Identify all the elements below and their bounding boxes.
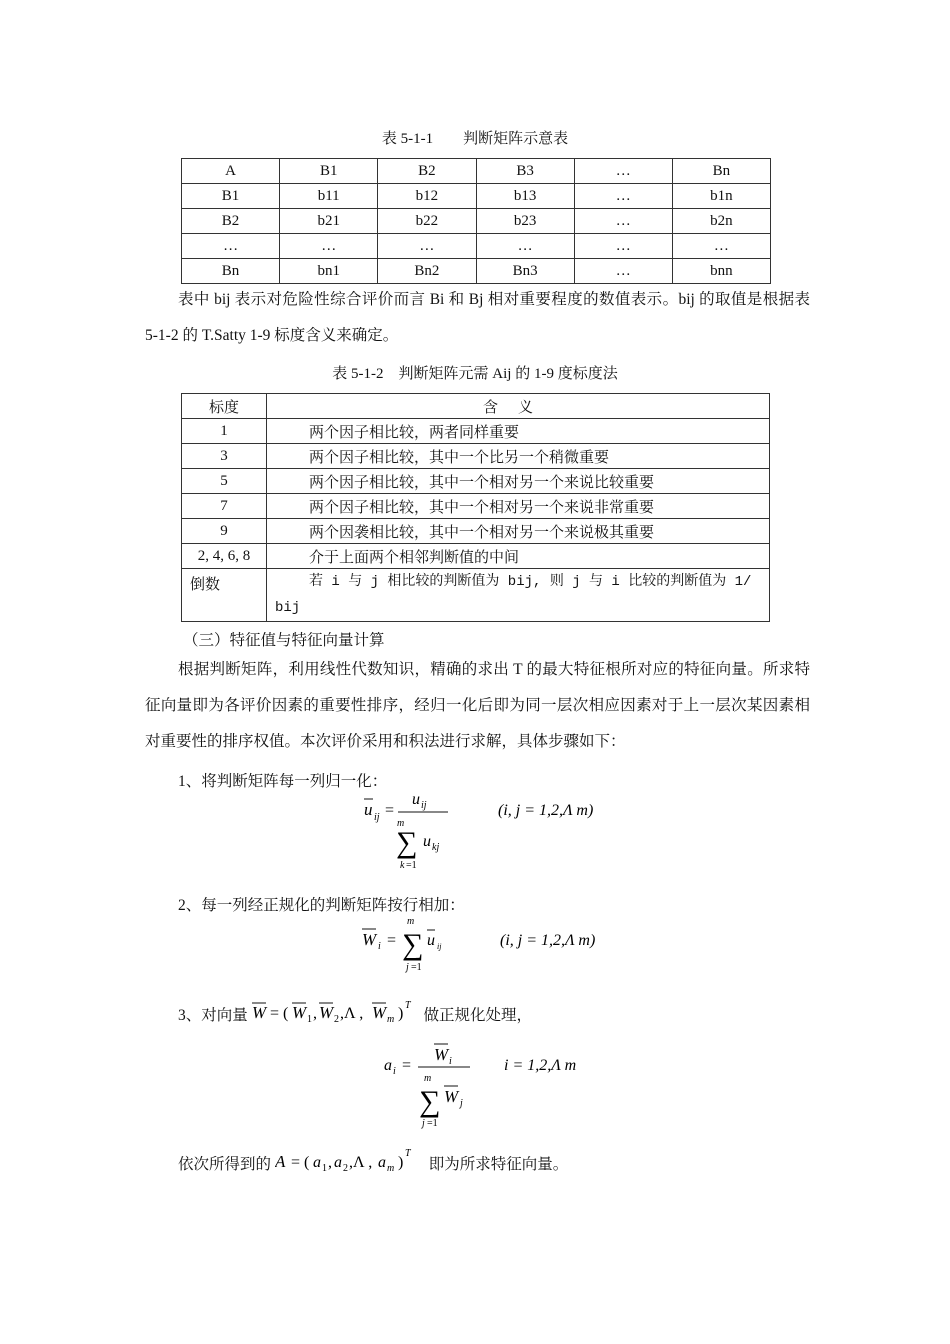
scale-meaning <box>267 569 770 622</box>
final-text <box>178 1147 568 1175</box>
table-cell: B3 <box>476 159 574 184</box>
svg-text:,: , <box>327 1154 332 1171</box>
table-row <box>182 234 771 259</box>
table-header-scale: 标度 <box>182 394 267 419</box>
table-cell: b13 <box>476 184 574 209</box>
svg-text:W: W <box>434 1045 449 1064</box>
table-cell: … <box>182 234 280 259</box>
svg-text:j: j <box>406 962 409 973</box>
svg-text:=1: =1 <box>427 1118 438 1129</box>
table2-caption: 表 5-1-2 判断矩阵元需 Aij 的 1-9 度标度法 <box>332 366 618 382</box>
svg-text:a: a <box>377 1154 386 1171</box>
table-cell: b1n <box>672 184 770 209</box>
svg-text:=: = <box>402 1057 412 1074</box>
svg-text:W: W <box>371 1003 386 1022</box>
table-cell: … <box>378 234 476 259</box>
table-row <box>182 209 771 234</box>
vector-a-formula <box>275 1147 425 1175</box>
svg-text:m: m <box>386 1163 395 1174</box>
final-suffix: 即为所求特征向量。 <box>428 1156 569 1173</box>
svg-text:2: 2 <box>342 1163 348 1174</box>
table-row <box>182 569 770 622</box>
table-row <box>182 544 770 569</box>
table-cell: … <box>574 259 672 284</box>
table-cell: Bn <box>672 159 770 184</box>
svg-text:ij: ij <box>437 942 442 951</box>
svg-text:u: u <box>364 800 373 819</box>
table-cell: bn1 <box>280 259 378 284</box>
formula3-condition: i = 1,2,Λ m <box>504 1057 577 1074</box>
svg-text:k: k <box>400 860 405 871</box>
table-cell: b11 <box>280 184 378 209</box>
svg-text:T: T <box>404 1148 411 1159</box>
step1-text: 1、将判断矩阵每一列归一化： <box>178 773 388 790</box>
svg-text:1: 1 <box>306 1014 312 1025</box>
paragraph-bij-description: 表中 bij 表示对危险性综合评价而言 Bi 和 Bj 相对重要程度的数值表示。bij 的取值是根据表 5-1-2 的 T.Satty 1-9 标度含义来确定。 <box>145 291 810 344</box>
svg-text:T: T <box>404 1000 411 1011</box>
table-row <box>182 494 770 519</box>
table-cell: … <box>574 159 672 184</box>
table-cell: … <box>280 234 378 259</box>
svg-text:2: 2 <box>333 1014 339 1025</box>
table-cell: … <box>672 234 770 259</box>
table-cell: … <box>574 209 672 234</box>
svg-text:ij: ij <box>421 800 427 811</box>
table-cell: b21 <box>280 209 378 234</box>
scale-meaning: 两个因子相比较，其中一个相对另一个来说比较重要 <box>267 469 770 494</box>
svg-text:=: = <box>387 932 397 949</box>
svg-text:u: u <box>423 833 431 850</box>
formula-row-sum <box>360 912 620 977</box>
scale-value: 7 <box>182 494 267 519</box>
svg-text:a: a <box>312 1154 321 1171</box>
step3-prefix: 3、对向量 <box>178 1007 248 1024</box>
svg-text:=: = <box>385 802 395 819</box>
svg-text:a: a <box>333 1154 342 1171</box>
vector-w-formula <box>252 1000 420 1026</box>
svg-text:a: a <box>384 1057 392 1074</box>
scale-meaning: 两个因子相比较，两者同样重要 <box>267 419 770 444</box>
svg-text:): ) <box>397 1154 404 1171</box>
svg-text:u: u <box>412 791 420 808</box>
scale-table <box>181 393 770 622</box>
section-title: （三）特征值与特征向量计算 <box>183 632 385 649</box>
svg-text:): ) <box>397 1005 403 1022</box>
table-cell: B1 <box>182 184 280 209</box>
scale-value: 倒数 <box>182 569 267 622</box>
svg-text:i: i <box>378 941 381 952</box>
step3-suffix: 做正规化处理， <box>423 1007 533 1024</box>
table-cell: b22 <box>378 209 476 234</box>
table1-caption: 表 5-1-1 判断矩阵示意表 <box>381 131 569 147</box>
table-cell: B2 <box>182 209 280 234</box>
reciprocal-line-2: bij <box>275 600 301 616</box>
svg-text:1: 1 <box>321 1163 327 1174</box>
table-row <box>182 444 770 469</box>
svg-text:∑: ∑ <box>419 1085 441 1118</box>
svg-text:u: u <box>427 932 435 949</box>
table-row <box>182 519 770 544</box>
table-cell: b12 <box>378 184 476 209</box>
scale-value: 1 <box>182 419 267 444</box>
scale-meaning: 介于上面两个相邻判断值的中间 <box>267 544 770 569</box>
svg-text:m: m <box>397 818 405 829</box>
svg-text:W: W <box>251 1003 266 1022</box>
svg-text:m: m <box>386 1014 394 1025</box>
scale-value: 9 <box>182 519 267 544</box>
table-cell: Bn <box>182 259 280 284</box>
table-cell: … <box>574 234 672 259</box>
svg-text:i: i <box>449 1056 452 1067</box>
svg-text:m: m <box>407 916 415 927</box>
scale-value: 2, 4, 6, 8 <box>182 544 267 569</box>
svg-text:W: W <box>291 1003 306 1022</box>
table-cell: … <box>574 184 672 209</box>
svg-text:W: W <box>362 930 377 949</box>
table-cell: A <box>182 159 280 184</box>
svg-text:ij: ij <box>374 812 380 823</box>
scale-value: 3 <box>182 444 267 469</box>
paragraph-method: 根据判断矩阵，利用线性代数知识，精确的求出 T 的最大特征根所对应的特征向量。所求特征向量即为各评价因素的重要性排序，经归一化后即为同一层次相应因素对于上一层次某因素相对重要性的排序权值。本次评价采用和积法进行求解，具体步骤如下： <box>145 661 810 750</box>
reciprocal-line-1: 若 i 与 j 相比较的判断值为 bij, 则 j 与 i 比较的判断值为 1/ <box>309 574 752 590</box>
svg-text:j: j <box>422 1118 425 1129</box>
table-header-meaning: 含义 <box>267 394 770 419</box>
svg-text:= (: = ( <box>269 1005 288 1022</box>
svg-text:W: W <box>318 1003 333 1022</box>
scale-value: 5 <box>182 469 267 494</box>
final-prefix: 依次所得到的 <box>178 1156 272 1173</box>
step2-text: 2、每一列经正规化的判断矩阵按行相加： <box>178 897 465 914</box>
scale-meaning: 两个因子相比较，其中一个比另一个稍微重要 <box>267 444 770 469</box>
table-cell: B2 <box>378 159 476 184</box>
formula-normalize <box>360 788 620 873</box>
svg-text:,Λ ,: ,Λ , <box>339 1005 363 1022</box>
table-cell: B1 <box>280 159 378 184</box>
svg-text:= (: = ( <box>290 1154 310 1171</box>
formula1-condition: (i, j = 1,2,Λ m) <box>498 802 594 819</box>
scale-meaning: 两个因子相比较，其中一个相对另一个来说非常重要 <box>267 494 770 519</box>
svg-text:i: i <box>393 1066 396 1077</box>
scale-meaning: 两个因袭相比较，其中一个相对另一个来说极其重要 <box>267 519 770 544</box>
table-cell: b23 <box>476 209 574 234</box>
table-row <box>182 419 770 444</box>
table-cell: … <box>476 234 574 259</box>
svg-text:kj: kj <box>432 842 440 853</box>
svg-text:=1: =1 <box>406 860 417 871</box>
table-row <box>182 259 771 284</box>
table-row <box>182 469 770 494</box>
svg-text:j: j <box>460 1098 463 1109</box>
svg-text:W: W <box>444 1087 459 1106</box>
table-cell: Bn3 <box>476 259 574 284</box>
svg-text:=1: =1 <box>411 962 422 973</box>
table-cell: Bn2 <box>378 259 476 284</box>
table-row <box>182 394 770 419</box>
table-cell: b2n <box>672 209 770 234</box>
step3-text <box>178 1000 532 1026</box>
svg-text:,: , <box>312 1005 317 1022</box>
judgment-matrix-table <box>181 158 771 284</box>
svg-text:∑: ∑ <box>396 826 418 859</box>
formula2-condition: (i, j = 1,2,Λ m) <box>500 932 596 949</box>
table-row <box>182 159 771 184</box>
svg-text:A: A <box>274 1152 286 1171</box>
table-row <box>182 184 771 209</box>
svg-text:m: m <box>424 1073 432 1084</box>
svg-text:∑: ∑ <box>402 928 424 961</box>
table-cell: bnn <box>672 259 770 284</box>
formula-weight <box>380 1040 610 1132</box>
svg-text:,Λ ,: ,Λ , <box>348 1154 373 1171</box>
